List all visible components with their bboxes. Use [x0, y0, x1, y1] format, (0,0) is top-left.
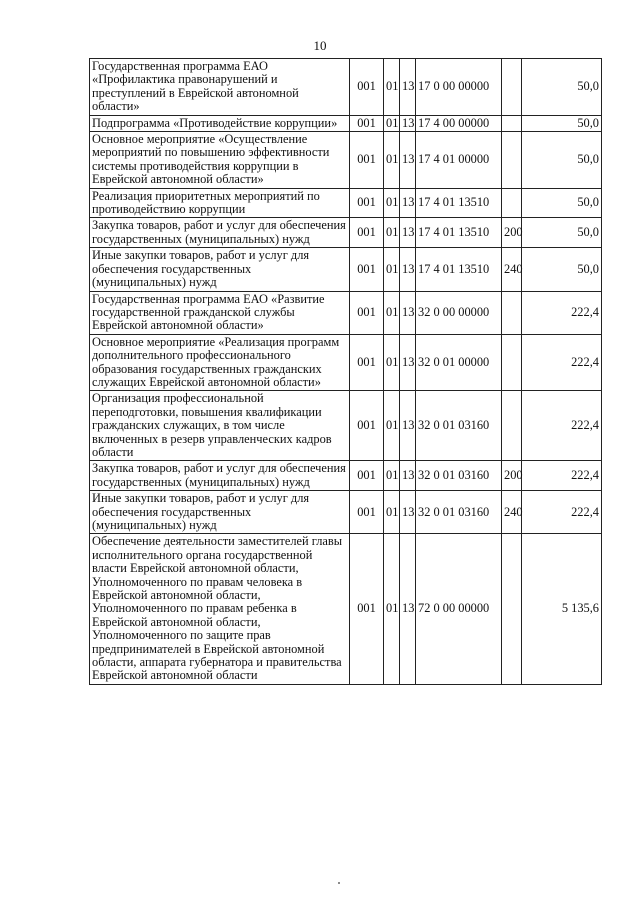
row-pr: 13 [400, 391, 416, 461]
row-name: Закупка товаров, работ и услуг для обеспечения государственных (муниципальных) нужд [90, 461, 350, 491]
row-csr: 17 4 00 00000 [416, 115, 502, 131]
row-ved: 001 [350, 132, 384, 189]
row-ved: 001 [350, 218, 384, 248]
row-csr: 17 4 01 00000 [416, 132, 502, 189]
row-name: Организация профессиональной переподготовки, повышения квалификации гражданских служащих, в том числе включенных в резерв управленческих кадров области [90, 391, 350, 461]
row-rz: 01 [384, 248, 400, 291]
table-row [90, 334, 602, 391]
row-ved: 001 [350, 461, 384, 491]
row-vr [502, 188, 522, 218]
row-vr [502, 334, 522, 391]
row-csr: 32 0 01 03160 [416, 461, 502, 491]
row-pr: 13 [400, 291, 416, 334]
row-vr [502, 59, 522, 116]
row-sum: 50,0 [522, 248, 602, 291]
scan-speck [338, 882, 340, 884]
table-row [90, 534, 602, 684]
row-vr [502, 115, 522, 131]
row-vr: 200 [502, 218, 522, 248]
row-ved: 001 [350, 534, 384, 684]
row-rz: 01 [384, 491, 400, 534]
row-sum: 50,0 [522, 218, 602, 248]
row-rz: 01 [384, 218, 400, 248]
row-sum: 50,0 [522, 115, 602, 131]
row-rz: 01 [384, 334, 400, 391]
row-name: Основное мероприятие «Реализация программ дополнительного профессионального образования государственных гражданских служащих Еврейской автономной области» [90, 334, 350, 391]
budget-table [89, 58, 602, 685]
row-pr: 13 [400, 115, 416, 131]
row-ved: 001 [350, 491, 384, 534]
row-csr: 17 4 01 13510 [416, 218, 502, 248]
row-vr [502, 291, 522, 334]
row-name: Иные закупки товаров, работ и услуг для обеспечения государственных (муниципальных) нужд [90, 248, 350, 291]
row-sum: 50,0 [522, 132, 602, 189]
row-name: Государственная программа ЕАО «Развитие государственной гражданской службы Еврейской автономной области» [90, 291, 350, 334]
row-rz: 01 [384, 59, 400, 116]
row-pr: 13 [400, 334, 416, 391]
row-rz: 01 [384, 534, 400, 684]
row-rz: 01 [384, 132, 400, 189]
row-name: Закупка товаров, работ и услуг для обеспечения государственных (муниципальных) нужд [90, 218, 350, 248]
row-csr: 17 4 01 13510 [416, 188, 502, 218]
row-vr: 200 [502, 461, 522, 491]
row-sum: 222,4 [522, 491, 602, 534]
row-name: Обеспечение деятельности заместителей главы исполнительного органа государственной власти Еврейской автономной области, Уполномоченного по правам человека в Еврейской автономной области, Уполномоченного по правам ребенка в Еврейской автономной области, Уполномоченного по защите прав предпринимателей в Еврейской автономной области, аппарата губернатора и правительства Еврейской автономной области [90, 534, 350, 684]
row-ved: 001 [350, 248, 384, 291]
row-ved: 001 [350, 59, 384, 116]
row-sum: 50,0 [522, 188, 602, 218]
row-name: Иные закупки товаров, работ и услуг для обеспечения государственных (муниципальных) нужд [90, 491, 350, 534]
row-vr [502, 391, 522, 461]
row-ved: 001 [350, 291, 384, 334]
row-pr: 13 [400, 59, 416, 116]
row-sum: 222,4 [522, 334, 602, 391]
row-ved: 001 [350, 188, 384, 218]
row-name: Основное мероприятие «Осуществление мероприятий по повышению эффективности системы противодействия коррупции в Еврейской автономной области» [90, 132, 350, 189]
row-csr: 32 0 00 00000 [416, 291, 502, 334]
row-csr: 17 0 00 00000 [416, 59, 502, 116]
table-row [90, 218, 602, 248]
row-csr: 17 4 01 13510 [416, 248, 502, 291]
table-row [90, 391, 602, 461]
table-row [90, 115, 602, 131]
table-row [90, 59, 602, 116]
table-row [90, 491, 602, 534]
row-rz: 01 [384, 391, 400, 461]
table-row [90, 461, 602, 491]
row-pr: 13 [400, 248, 416, 291]
row-csr: 32 0 01 03160 [416, 491, 502, 534]
row-name: Реализация приоритетных мероприятий по противодействию коррупции [90, 188, 350, 218]
row-vr: 240 [502, 491, 522, 534]
table-body [90, 59, 602, 685]
row-ved: 001 [350, 391, 384, 461]
table-row [90, 132, 602, 189]
row-pr: 13 [400, 132, 416, 189]
row-pr: 13 [400, 461, 416, 491]
row-sum: 222,4 [522, 291, 602, 334]
row-rz: 01 [384, 188, 400, 218]
table-row [90, 291, 602, 334]
row-rz: 01 [384, 291, 400, 334]
row-ved: 001 [350, 115, 384, 131]
row-name: Подпрограмма «Противодействие коррупции» [90, 115, 350, 131]
row-pr: 13 [400, 491, 416, 534]
row-vr [502, 534, 522, 684]
table-row [90, 248, 602, 291]
row-rz: 01 [384, 115, 400, 131]
row-rz: 01 [384, 461, 400, 491]
row-pr: 13 [400, 218, 416, 248]
row-pr: 13 [400, 188, 416, 218]
row-csr: 32 0 01 00000 [416, 334, 502, 391]
page-number: 10 [313, 38, 327, 53]
row-sum: 5 135,6 [522, 534, 602, 684]
row-pr: 13 [400, 534, 416, 684]
table-row [90, 188, 602, 218]
row-sum: 222,4 [522, 461, 602, 491]
row-vr: 240 [502, 248, 522, 291]
row-sum: 222,4 [522, 391, 602, 461]
row-csr: 32 0 01 03160 [416, 391, 502, 461]
row-vr [502, 132, 522, 189]
row-name: Государственная программа ЕАО «Профилактика правонарушений и преступлений в Еврейской автономной области» [90, 59, 350, 116]
row-sum: 50,0 [522, 59, 602, 116]
row-ved: 001 [350, 334, 384, 391]
row-csr: 72 0 00 00000 [416, 534, 502, 684]
